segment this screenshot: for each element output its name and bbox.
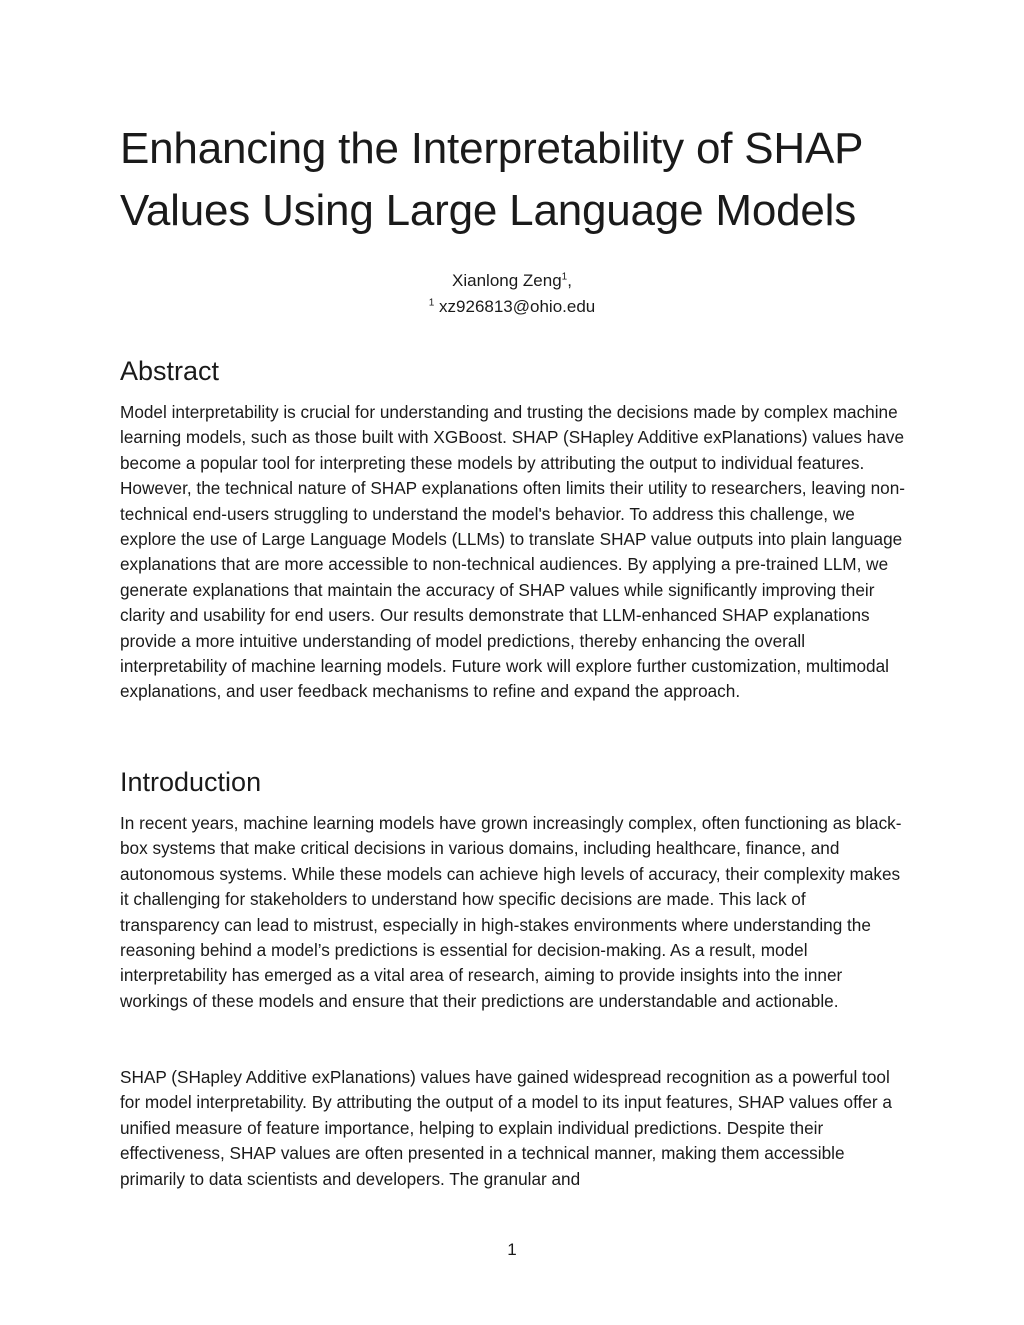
author-name-suffix: , [567, 271, 572, 290]
introduction-heading: Introduction [120, 767, 262, 797]
author-email-line [0, 294, 1024, 320]
introduction-paragraph: SHAP (SHapley Additive exPlanations) values have gained widespread recognition as a powerful tool for model interpretability. By attributing the output of a model to its input features, SHAP values offer a unified measure of feature importance, helping to explain individual predictions. Despite their effectiveness, SHAP values are often presented in a technical manner, making them accessible primarily to data scientists and developers. The granular and [120, 1067, 892, 1189]
author-email: xz926813@ohio.edu [439, 297, 596, 316]
abstract-text: Model interpretability is crucial for understanding and trusting the decisions made by complex machine learning models, such as those built with XGBoost. SHAP (SHapley Additive exPlanations) values have become a popular tool for interpreting these models by attributing the output to individual features. However, the technical nature of SHAP explanations often limits their utility to researchers, leaving non-technical end-users struggling to understand the model's behavior. To address this challenge, we explore the use of Large Language Models (LLMs) to translate SHAP value outputs into plain language explanations that are more accessible to non-technical audiences. By applying a pre-trained LLM, we generate explanations that maintain the accuracy of SHAP values while significantly improving their clarity and usability for end users. Our results demonstrate that LLM-enhanced SHAP explanations provide a more intuitive understanding of model predictions, thereby enhancing the overall interpretability of machine learning models. Future work will explore further customization, multimodal explanations, and user feedback mechanisms to refine and expand the approach. [120, 402, 905, 702]
author-line [0, 268, 1024, 294]
page-number: 1 [507, 1240, 517, 1259]
paper-title: Enhancing the Interpretability of SHAP Values Using Large Language Models [120, 124, 863, 235]
introduction-paragraph: In recent years, machine learning models have grown increasingly complex, often functioning as black-box systems that make critical decisions in various domains, including healthcare, finance, and autonomous systems. While these models can achieve high levels of accuracy, their complexity makes it challenging for stakeholders to understand how specific decisions are made. This lack of transparency can lead to mistrust, especially in high-stakes environments where understanding the reasoning behind a model’s predictions is essential for decision-making. As a result, model interpretability has emerged as a vital area of research, aiming to provide insights into the inner workings of these models and ensure that their predictions are understandable and actionable. [120, 813, 902, 1011]
email-affiliation-mark: 1 [428, 297, 435, 309]
abstract-heading: Abstract [120, 356, 220, 386]
author-name: Xianlong Zeng [452, 271, 562, 290]
author-block [0, 268, 1024, 320]
affiliation-mark: 1 [561, 271, 568, 283]
